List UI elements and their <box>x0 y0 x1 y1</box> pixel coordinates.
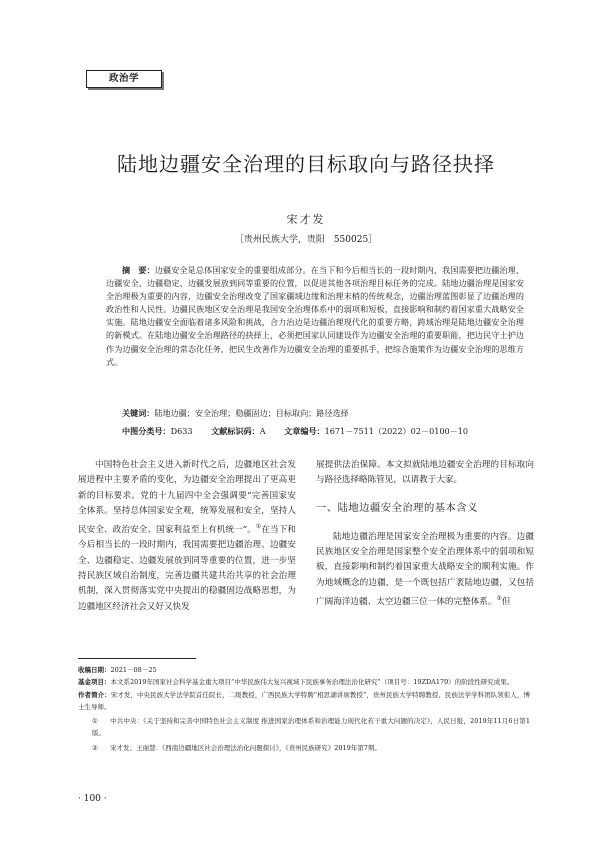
section-heading: 一、陆地边疆安全治理的基本含义 <box>316 501 478 514</box>
footnote-ref[interactable]: ② <box>496 595 502 603</box>
author-info: 作者简介：宋才发，中央民族大学法学院首任院长、二级教授，广西民族大学特聘“相思湖讲席教授”，贵州民族大学特聘教授、民族法学学科团队领衔人，博士生导师。 <box>78 690 530 711</box>
body-paragraph: 中国特色社会主义进入新时代之后，边疆地区社会发展进程中主要矛盾的变化，为边疆安全治理提出了更高更新的目标要求。党的十九届四中全会强调要“完善国家安全体系。坚持总体国家安全观，统筹发展和安全，坚持人民安全、政治安全、国家利益至上有机统一”。①在当下和今后相当长的一段时期内，我国需要把边疆治理、边疆安全、边疆稳定、边疆发展放到同等重要的位置，进一步坚持民族区域自治制度，完善边疆共建共治共享的社会治理机制，深入贯彻落实党中央提出的稳疆固边战略思想，为边疆地区经济社会又好又快发 <box>78 460 296 612</box>
body-paragraph: 展提供法治保障。本文拟就陆地边疆安全治理的目标取向与路径选择略陈管见，以请教于大家。 <box>316 460 534 486</box>
body-paragraph: 陆地边疆治理是国家安全治理极为重要的内容。边疆民族地区安全治理是国家整个安全治理体系中的弱项和短板，直接影响和制约着国家重大战略安全的顺利实施。作为地域概念的边疆，是一个既包括广袤陆地边疆，又包括广阔海洋边疆、太空边疆三位一体的完整体系。②但 <box>316 531 534 607</box>
clc-label: 中图分类号： <box>122 426 171 436</box>
keywords-label: 关键词： <box>122 408 155 418</box>
body-right-column <box>316 458 534 610</box>
keywords <box>122 408 349 419</box>
classification-line <box>122 426 484 437</box>
author-name: 宋才发 <box>286 213 326 226</box>
footnote-item: ① 中共中央：《关于坚持和完善中国特色社会主义制度 推进国家治理体系和治理能力现代化若干重大问题的决定》，人民日报，2019年11月6日第1版。 <box>92 717 530 738</box>
abstract-label: 摘 要： <box>122 265 155 275</box>
footnote-item: ② 宋才发、王丽慧：《西南边疆地区社会治理法治化问题探讨》，《贵州民族研究》2019年第7期。 <box>92 743 381 752</box>
footnotes <box>78 664 530 754</box>
section-label-text: 政治学 <box>108 73 139 84</box>
received-date: 收稿日期：2021－08－25 <box>78 666 157 674</box>
footnote-ref[interactable]: ① <box>255 523 262 531</box>
footnote-divider <box>78 658 196 659</box>
page-number: · 100 · <box>78 794 107 804</box>
abstract-text: 边疆安全是总体国家安全的重要组成部分。在当下和今后相当长的一段时期内，我国需要把边疆治理、边疆安全、边疆稳定、边疆发展放到同等重要的位置，以促进其他各项治理目标任务的完成。陆地边疆治理是国家安全治理极为重要的内容，边疆安全治理改变了国家疆域边缘和治理末梢的传统观念，边疆治理蓝图彰显了边疆治理的政治性和人民性。边疆民族地区安全治理是我国安全治理体系中的弱项和短板，直接影响和制约着国家重大战略安全实施。陆地边疆安全面临着诸多风险和挑战，合力治边是边疆治理现代化的重要方略，跨域治理是陆地边疆安全治理的新模式。在陆地边疆安全治理路径的抉择上，必须把国家认同建设作为边疆安全治理的重要职能，把边民守土护边作为边疆安全治理的常态化任务，把民生改善作为边疆安全治理的重要抓手，把综合施策作为边疆安全治理的思维方式。 <box>106 265 524 367</box>
section-label <box>86 70 162 88</box>
page-title: 陆地边疆安全治理的目标取向与路径抉择 <box>117 152 495 176</box>
abstract <box>106 264 524 369</box>
clc-value: D633 <box>170 426 193 436</box>
article-number-label: 文章编号： <box>284 426 325 436</box>
fund-info: 基金项目：本文系2019年国家社会科学基金重大项目“中华民族伟大复兴视域下民族事务治理法治化研究”（项目号：19ZDA170）的阶段性研究成果。 <box>78 678 514 687</box>
keywords-text: 陆地边疆；安全治理；稳疆固边；目标取向；路径选择 <box>154 408 349 418</box>
doc-code-value: A <box>259 426 266 436</box>
author-affiliation: ［贵州民族大学，贵阳 550025］ <box>234 235 378 245</box>
body-left-column <box>78 458 296 615</box>
doc-code-label: 文献标识码： <box>211 426 260 436</box>
article-number-value: 1671－7511（2022）02－0100－10 <box>324 426 469 436</box>
